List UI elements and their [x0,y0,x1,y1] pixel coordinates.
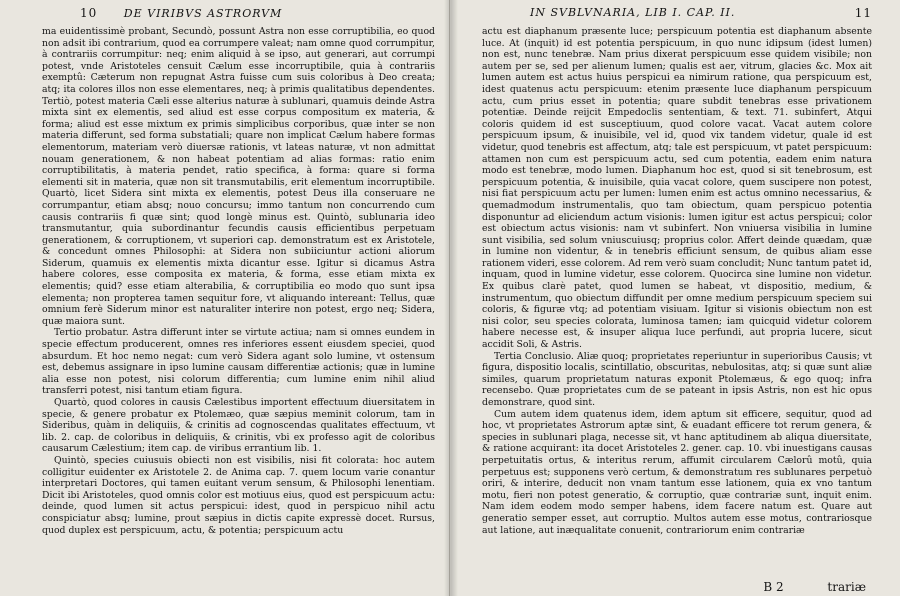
left-page-number: 10 [80,6,98,20]
signature-mark: B 2 [763,580,784,594]
left-paragraph: Quartò, quod colores in causis Cælestibus importent effectuum diuersitatem in specie, & genere probatur ex Ptolemæo, quæ sæpius meminit colorum, tam in Sideribus, quàm in deliquiis, & crinitis ad cognoscendas qualitates effectuum, vt lib. 2. cap. de coloribus in deliquiis, & crinitis, vbi ex professo agit de coloribus causarum Cælestium; item cap. de viribus errantium lib. 1. [42,397,435,455]
right-paragraph: Cum autem idem quatenus idem, idem aptum sit efficere, sequitur, quod ad hoc, vt proprietates Astrorum aptæ sint, & euadant efficere tot rerum genera, & species in sublunari plaga, necesse sit, vt hanc aptitudinem ab aliqua diuersitate, & ratione acquirant: ita docet Aristoteles 2. gener. cap. 10. vbi inuestigans causas perpetuitatis ortus, & interitus rerum, affumit circularem Cælorû motû, quia perpetuus est; supponens verò certum, & demonstratum res sublunares perpetuò oriri, & interire, deducit non vnam tantum esse lationem, quia ex vno tantum motu, fieri non potest generatio, & corruptio, quæ contrariæ sunt, inquit enim. Nam idem eodem modo semper habens, idem facere natum est. Quare aut generatio semper esset, aut corruptio. Multos autem esse motus, contrariosque aut latione, aut inæqualitate conuenit, contrariorum enim contrariæ [482,408,872,536]
left-paragraph: Quintò, species cuiusuis obiecti non est visibilis, nisi fit colorata: hoc autem colligitur euidenter ex Aristotele 2. de Anima cap. 7. quem locum varie conantur interpretari Doctores, qui tamen euitant verum sensum, & Philosophi lenentiam. Dicit ibi Aristoteles, quod omnis color est motiuus eius, quod est perspicuum actu: deinde, quod lumen sit actus perspicui: idest, quod in perspicuo nihil actu conspiciatur absq; lumine, prout sæpius in dictis capite expressè docet. Rursus, quod duplex est perspicuum, actu, & potentia; perspicuum actu [42,454,435,536]
left-paragraph: Tertio probatur. Astra differunt inter se virtute actiua; nam si omnes eundem in specie effectum producerent, omnes res inferiores essent eiusdem speciei, quod absurdum. Et hoc nemo negat: cum verò Sidera agant solo lumine, vt ostensum est, debemus assignare in ipso lumine causam differentiæ actionis; quæ in lumine alia esse non potest, nisi colorum differentia; cum lumine enim nihil aliud transferri potest, nisi tantum etiam figura. [42,327,435,397]
left-running-head: DE VIRIBVS ASTRORVM [123,7,283,20]
left-page-header [80,6,282,20]
right-page-footer [763,580,866,594]
right-page-header [530,6,876,19]
left-paragraph: ma euidentissimè probant, Secundò, possunt Astra non esse corruptibilia, eo quod non adsit ibi contrarium, quod ea corrumpere valeat; nam omne quod corrumpitur, à contrariis corrumpitur: neq; enim aliquid à se ipso, aut generari, aut corrumpi potest, vnde Aristoteles censuit Cælum esse incorruptibile, quia à contrariis exemptû: Cæterum non repugnat Astra fuisse cum suis coloribus à Deo creata; atq; ita colores illos non esse elementares, neq; à primis qualitatibus dependentes. Tertiò, potest materia Cæli esse alterius naturæ à sublunari, quamuis deinde Astra mixta sint ex elementis, sed aliud est esse corpus compositum ex materia, & forma; aliud est esse mixtum ex primis simplicibus corporibus, quæ inter se non materia differunt, sed forma substatiali; quare non implicat Cælum habere formas elementorum, materiam verò diuersæ rationis, vt lateas naturæ, vt non admittat nouam generationem, & non habeat potentiam ad alias formas: ratio enim corruptibilitatis, à materia pendet, ratio specifica, à forma: quare si forma elementi sit in materia, quæ non sit transmutabilis, erit elementum incorruptibile. Quartò, licet Sidera sint mixta ex elementis, potest Deus illa conseruare ne corrumpantur, etiam absq; nouo concursu; immo tantum non concurrendo cum causis contrariis fi quæ sint; quod longè minus est. Quintò, sublunaria ideo transmutantur, quia subordinantur fecundis causis efficientibus perpetuam generationem, & corruptionem, vt superiori cap. demonstratum est ex Aristotele, & concedunt omnes Philosophi: at Sidera non subiiciuntur actioni aliorum Siderum, quamuis ex elementis mixta dicantur esse. Igitur si dicamus Astra habere colores, esse composita ex materia, & forma, esse etiam mixta ex elementis; quid? esse etiam alterabilia, & corruptibilia eo modo quo sunt ipsa elementa; non propterea tamen sequitur fore, vt aliquando intereant: Tellus, quæ omnium ferè Siderum minor est naturaliter interire non potest, ergo neq; Sidera, quæ maiora sunt. [42,26,435,327]
right-page-number: 11 [854,6,872,20]
right-paragraph: actu est diaphanum præsente luce; perspicuum potentia est diaphanum absente luce. At (inquit) id est potentia perspicuum, in quo nunc idipsum (idest lumen) non est, nunc tenebræ. Nam prius dixerat perspicuum esse quidem visibile; non autem per se, sed per alienum lumen; qualis est aer, vitrum, glacies &c. Mox ait lumen autem est actus huius perspicui ea nimirum ratione, qua perspicuum est, idest quatenus actu perspicuum: etenim præsente luce diaphanum perspicuum actu, cum prius esset in potentia; quare subdit tenebras esse privationem potentiæ. Deinde reijcit Empedoclis sententiam, & text. 71. subinfert, Atqui coloris quidem id est susceptiuum, quod colore vacat. Vacat autem colore perspicuum ipsum, & inuisibile, vel id, quod vix tandem videtur, quale id est videtur, quod tenebris est affectum, atq; tale est perspicuum, vt patet perspicuum: attamen non cum est perspicuum actu, sed cum potentia, eadem enim natura modo est tenebræ, modo lumen. Diaphanum hoc est, quod si sit tenebrosum, est perspicuum potentia, & inuisibile, quia vacat colore, quem suscipere non potest, nisi fiat perspicuum actu per lumen: lumen enim est actus omnino necessarius, & quemadmodum instrumentalis, quo tam obiectum, quam perspicuo potentia disponuntur ad eliciendum actum visionis: lumen igitur est actus perspicui; color est obiectum actus visionis: nam vt subinfert. Non vniuersa visibilia in lumine sunt visibilia, sed solum vniuscuiusq; proprius color. Affert deinde quædam, quæ in lumine non videntur, & in tenebris efficiunt sensum, de quibus aliam esse rationem videri, esse colorem. Ad rem verò suam concludit; Nunc tantum patet id, inquam, quod in lumine videtur, esse colorem. Quocirca sine lumine non videtur. Ex quibus clarè patet, quod lumen se habeat, vt dispositio, medium, & instrumentum, quo obiectum diffundit per omne medium perspicuum speciem sui coloris, & figuræ vtq; ad potentiam visiuam. Igitur si visionis obiectum non est nisi color, seu species colorata, luminosa tamen; iam quicquid videtur colorem habere necesse est, & insuper aliqua luce perfundi, aut propria lucere, sicut accidit Soli, & Astris. [482,26,872,351]
right-page [450,0,900,596]
left-page-text [42,26,435,536]
right-paragraph: Tertia Conclusio. Aliæ quoq; proprietates reperiuntur in superioribus Causis; vt figura, dispositio localis, scintillatio, obscuritas, nebulositas, atq; si quæ sunt aliæ similes, quarum proprietatum naturas exponit Ptolemæus, & ego quoq; infra recensebo. Quæ proprietates cum de se pateant in ipsis Astris, non est hic opus demonstrare, quod sint. [482,350,872,408]
right-running-head: IN SVBLVNARIA, LIB I. CAP. II. [530,6,736,19]
right-page-text [482,26,872,536]
catchword: trariæ [827,580,866,594]
